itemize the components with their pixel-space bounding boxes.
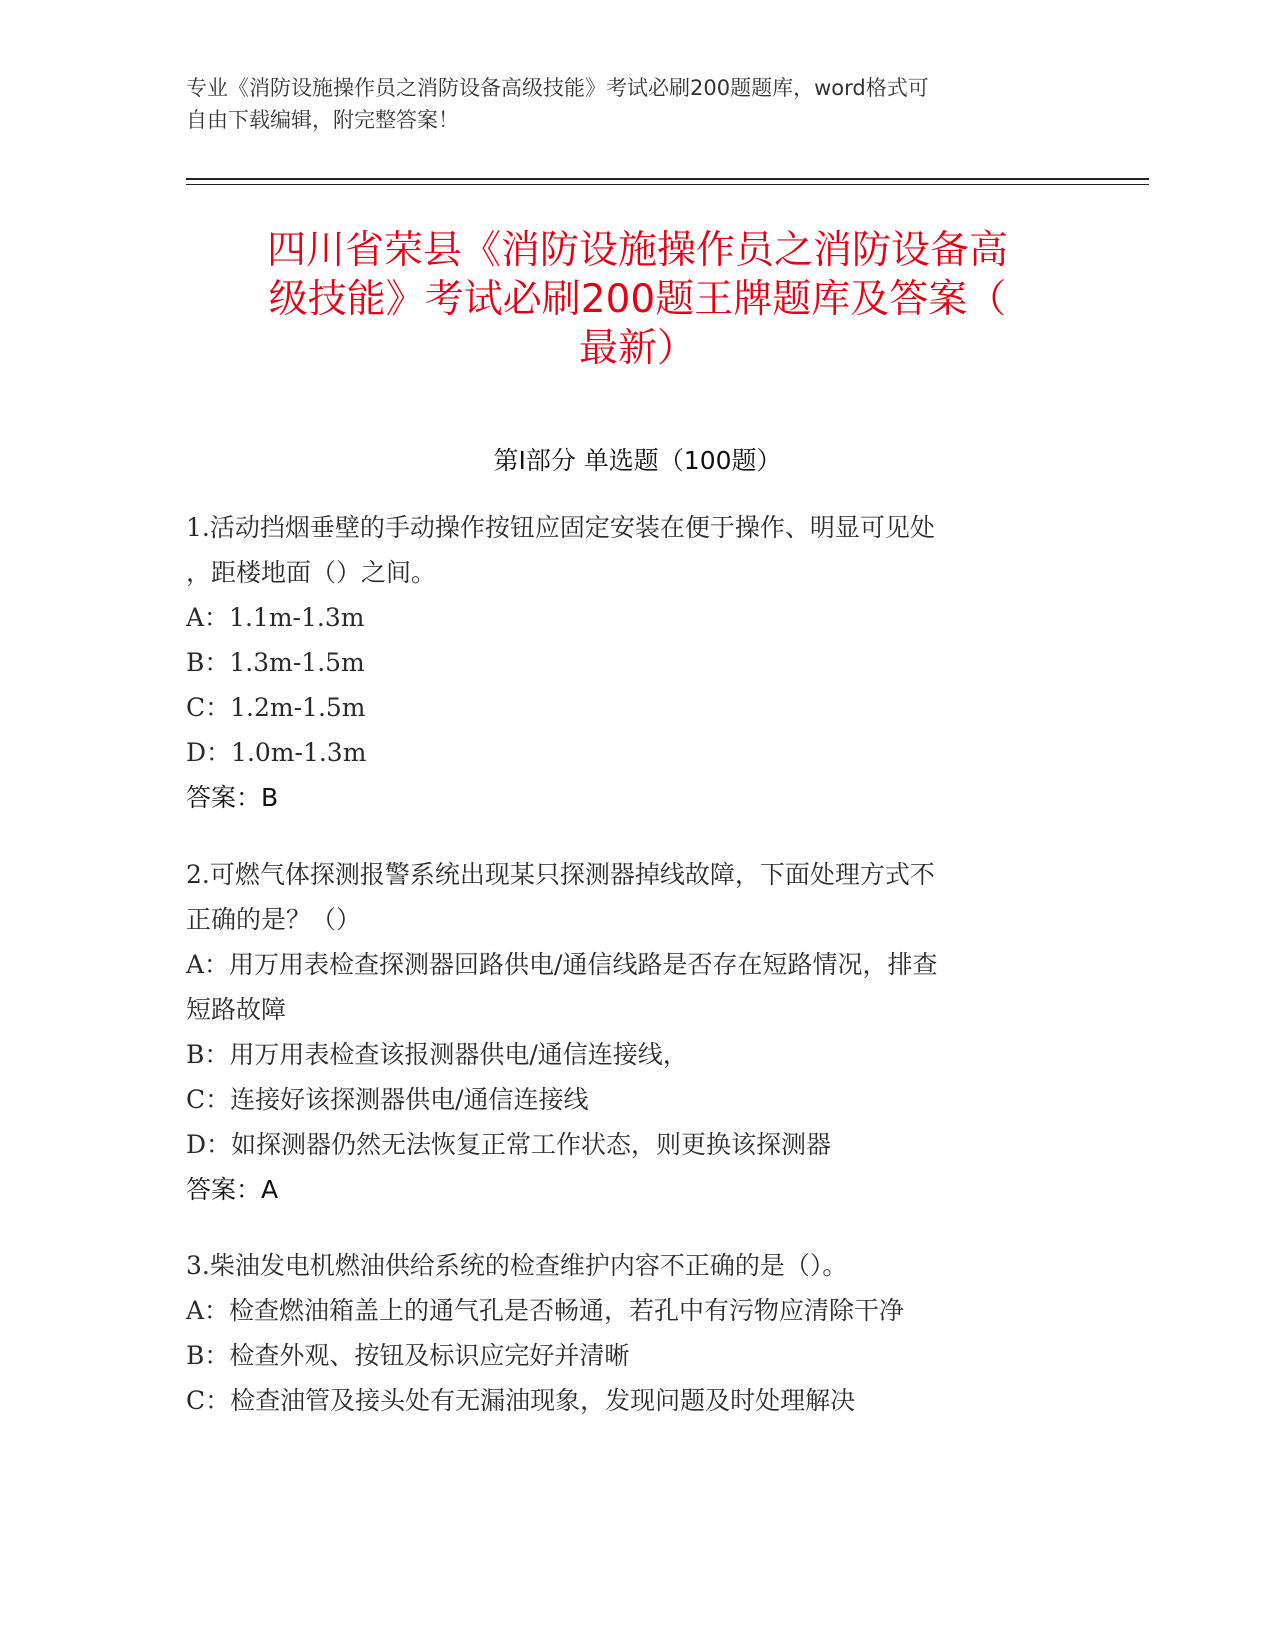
header-divider-thick bbox=[186, 178, 1149, 180]
question-stem: 1.活动挡烟垂壁的手动操作按钮应固定安装在便于操作、明显可见处 bbox=[186, 513, 935, 542]
question-1 bbox=[186, 505, 1056, 820]
option-b: B：用万用表检查该报测器供电/通信连接线， bbox=[186, 1040, 688, 1069]
header-note-line-2: 自由下载编辑，附完整答案！ bbox=[186, 108, 459, 132]
title-line-2: 级技能》考试必刷200题王牌题库及答案（ bbox=[268, 277, 1007, 322]
question-stem: 2.可燃气体探测报警系统出现某只探测器掉线故障，下面处理方式不 bbox=[186, 860, 935, 889]
header-note-line-1: 专业《消防设施操作员之消防设备高级技能》考试必刷200题题库，word格式可 bbox=[186, 76, 929, 100]
title-line-3: 最新） bbox=[578, 326, 696, 371]
header-note bbox=[186, 72, 1076, 136]
document-title bbox=[186, 226, 1089, 373]
option-a-continued: 短路故障 bbox=[186, 995, 287, 1024]
option-d: D：如探测器仍然无法恢复正常工作状态，则更换该探测器 bbox=[186, 1130, 832, 1159]
title-line-1: 四川省荣县《消防设施操作员之消防设备高 bbox=[266, 228, 1008, 273]
option-a: A：用万用表检查探测器回路供电/通信线路是否存在短路情况，排查 bbox=[186, 950, 938, 979]
question-stem: 正确的是？（） bbox=[186, 905, 362, 934]
option-a: A：检查燃油箱盖上的通气孔是否畅通，若孔中有污物应清除干净 bbox=[186, 1296, 905, 1325]
option-c: C：1.2m-1.5m bbox=[186, 693, 366, 722]
option-c: C：连接好该探测器供电/通信连接线 bbox=[186, 1085, 589, 1114]
option-c: C：检查油管及接头处有无漏油现象，发现问题及时处理解决 bbox=[186, 1386, 856, 1415]
header-divider-thin bbox=[186, 184, 1149, 185]
option-b: B：1.3m-1.5m bbox=[186, 648, 365, 677]
question-3 bbox=[186, 1243, 1056, 1423]
question-2 bbox=[186, 852, 1056, 1212]
section-heading: 第Ⅰ部分 单选题（100题） bbox=[493, 446, 782, 475]
option-a: A：1.1m-1.3m bbox=[186, 603, 365, 632]
answer: 答案：B bbox=[186, 783, 279, 812]
answer: 答案：A bbox=[186, 1175, 279, 1204]
question-stem: 3.柴油发电机燃油供给系统的检查维护内容不正确的是（）。 bbox=[186, 1251, 848, 1280]
option-b: B：检查外观、按钮及标识应完好并清晰 bbox=[186, 1341, 630, 1370]
question-stem: ，距楼地面（）之间。 bbox=[186, 558, 437, 587]
option-d: D：1.0m-1.3m bbox=[186, 738, 367, 767]
